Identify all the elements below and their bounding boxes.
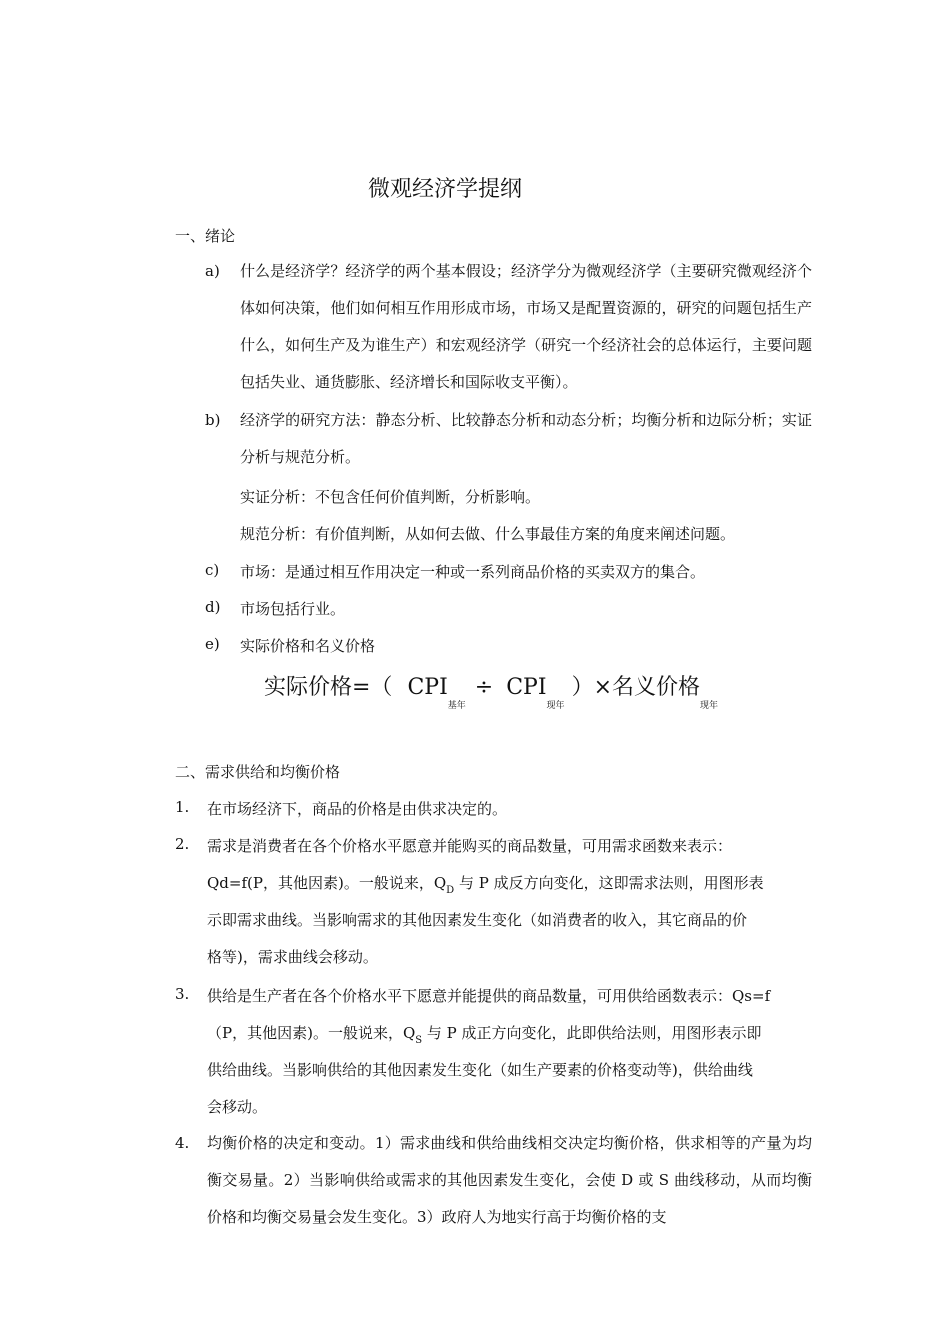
formula-rhs: ）×名义价格	[571, 675, 700, 700]
list-item-3-line1: 供给是生产者在各个价格水平下愿意并能提供的商品数量，可用供给函数表示：Qs=f	[207, 987, 771, 1005]
formula-sub-current-year: 现年	[546, 701, 565, 711]
positive-analysis-text: 实证分析：不包含任何价值判断，分析影响。	[240, 488, 541, 506]
list-label-1: 1.	[175, 798, 190, 816]
list-label-a: a)	[205, 262, 220, 280]
list-item-3-line4: 会移动。	[207, 1098, 268, 1116]
list-item-3-line3: 供给曲线。当影响供给的其他因素发生变化（如生产要素的价格变动等)，供给曲线	[207, 1061, 753, 1079]
page-title: 微观经济学提纲	[368, 177, 523, 202]
list-item-c-text: 市场：是通过相互作用决定一种或一系列商品价格的买卖双方的集合。	[240, 563, 706, 581]
list-item-a-text: 什么是经济学？经济学的两个基本假设；经济学分为微观经济学（主要研究微观经济个体如何决策，他们如何相互作用形成市场，市场又是配置资源的，研究的问题包括生产什么，如何生产及为谁生产）和宏观经济学（研究一个经济社会的总体运行，主要问题包括失业、通货膨胀、经济增长和国际收支平衡）。	[240, 262, 812, 391]
supply-subscript: S	[415, 1035, 423, 1046]
list-label-2: 2.	[175, 835, 190, 853]
demand-function-text: Qd=f(P，其他因素)。一般说来，Q	[207, 874, 447, 892]
formula-cpi-base: CPI	[407, 675, 448, 700]
normative-analysis-text: 规范分析：有价值判断，从如何去做、什么事最佳方案的角度来阐述问题。	[240, 525, 736, 543]
list-label-3: 3.	[175, 985, 190, 1003]
formula-sub-base-year: 基年	[447, 701, 466, 711]
list-item-b-text: 经济学的研究方法：静态分析、比较静态分析和动态分析；均衡分析和边际分析；实证分析与规范分析。	[240, 411, 812, 466]
formula-sub-nominal-current: 现年	[700, 701, 719, 711]
section-heading-intro: 一、绪论	[175, 227, 236, 245]
list-item-d-text: 市场包括行业。	[240, 600, 346, 618]
list-label-b: b)	[205, 411, 221, 429]
formula-cpi-current: CPI	[506, 675, 547, 700]
formula-divide: ÷	[474, 675, 494, 700]
supply-law-text: 与 P 成正方向变化，此即供给法则，用图形表示即	[426, 1024, 762, 1042]
formula-lhs: 实际价格=（	[264, 675, 393, 700]
list-label-d: d)	[205, 598, 221, 616]
list-item-e-text: 实际价格和名义价格	[240, 637, 376, 655]
section-heading-supply-demand: 二、需求供给和均衡价格	[175, 763, 341, 781]
demand-law-text: 与 P 成反方向变化，这即需求法则，用图形表	[458, 874, 764, 892]
list-item-2-line4: 格等)，需求曲线会移动。	[207, 948, 378, 966]
list-item-2-line2	[207, 872, 764, 896]
list-item-2-line3: 示即需求曲线。当影响需求的其他因素发生变化（如消费者的收入，其它商品的价	[207, 911, 748, 929]
list-item-3-line2	[207, 1022, 762, 1046]
list-item-2-line1: 需求是消费者在各个价格水平愿意并能购买的商品数量，可用需求函数来表示：	[207, 837, 733, 855]
list-label-c: c)	[205, 561, 220, 579]
list-item-4-text: 均衡价格的决定和变动。1）需求曲线和供给曲线相交决定均衡价格，供求相等的产量为均衡交易量。2）当影响供给或需求的其他因素发生变化，会使 D 或 S 曲线移动，从而均衡价格和均衡交易量会发生变化。3）政府人为地实行高于均衡价格的支	[207, 1134, 812, 1226]
list-label-e: e)	[205, 635, 220, 653]
supply-function-text: （P，其他因素)。一般说来，Q	[207, 1024, 416, 1042]
list-item-1-text: 在市场经济下，商品的价格是由供求决定的。	[207, 800, 508, 818]
real-price-formula	[264, 670, 719, 711]
list-label-4: 4.	[175, 1134, 190, 1152]
demand-subscript: D	[446, 885, 455, 896]
